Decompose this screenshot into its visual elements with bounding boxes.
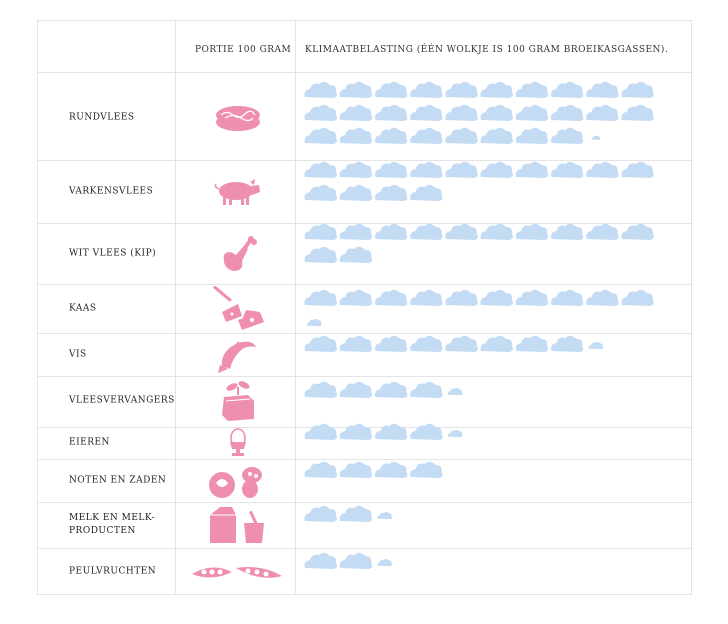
climate-impact-table <box>37 20 692 595</box>
fish-icon <box>188 337 288 373</box>
cloud-mark <box>340 247 372 263</box>
row-label-peulvruchten: PEULVRUCHTEN <box>69 566 157 577</box>
cheese-icon <box>188 286 288 332</box>
cloud-mark <box>621 82 653 98</box>
cloud-mark <box>307 319 322 326</box>
row-divider <box>38 223 691 224</box>
cloud-mark <box>410 82 442 98</box>
cloud-mark <box>445 290 477 306</box>
cloud-mark <box>481 82 513 98</box>
row-divider <box>38 427 691 428</box>
cloud-mark <box>481 162 513 178</box>
row-divider <box>38 72 691 73</box>
row-label-kaas: KAAS <box>69 303 97 314</box>
cloud-mark <box>340 462 372 478</box>
cloud-mark <box>305 462 337 478</box>
cloud-mark <box>551 128 583 144</box>
cloud-mark <box>516 82 548 98</box>
cloud-mark <box>586 290 618 306</box>
cloud-mark <box>445 224 477 240</box>
cloud-mark <box>445 162 477 178</box>
row-label-rundvlees: RUNDVLEES <box>69 112 135 123</box>
row-label-melk: MELK EN MELK-PRODUCTEN <box>69 513 156 536</box>
cloud-mark <box>516 105 548 121</box>
cloud-mark <box>621 162 653 178</box>
cloud-mark <box>410 224 442 240</box>
cloud-mark <box>340 128 372 144</box>
nuts-icon <box>188 461 288 501</box>
cloud-mark <box>551 224 583 240</box>
cloud-mark <box>340 82 372 98</box>
cloud-mark <box>340 506 372 522</box>
cloud-mark <box>445 82 477 98</box>
cloud-mark <box>448 388 463 395</box>
chicken-leg-icon <box>188 233 288 275</box>
cloud-mark <box>305 247 337 263</box>
cloud-mark <box>586 105 618 121</box>
cloud-mark <box>516 224 548 240</box>
cloud-mark <box>340 105 372 121</box>
cloud-mark <box>621 105 653 121</box>
cloud-mark <box>375 336 407 352</box>
cloud-mark <box>305 506 337 522</box>
cloud-mark <box>340 382 372 398</box>
cloud-mark <box>375 382 407 398</box>
cloud-mark <box>516 128 548 144</box>
cloud-mark <box>375 105 407 121</box>
cloud-mark <box>305 382 337 398</box>
impact-header: KLIMAATBELASTING (ÉÉN WOLKJE IS 100 GRAM BROEIKASGASSEN). <box>305 45 669 55</box>
cloud-mark <box>410 462 442 478</box>
cloud-mark <box>445 105 477 121</box>
cloud-mark <box>410 336 442 352</box>
row-divider <box>38 548 691 549</box>
cloud-mark <box>375 162 407 178</box>
cloud-mark <box>410 162 442 178</box>
cloud-mark <box>551 290 583 306</box>
cloud-mark <box>305 290 337 306</box>
steak-icon <box>188 102 288 134</box>
cloud-mark <box>340 290 372 306</box>
cloud-mark <box>445 336 477 352</box>
cloud-mark <box>375 290 407 306</box>
cloud-mark <box>340 185 372 201</box>
cloud-mark <box>410 105 442 121</box>
cloud-mark <box>305 185 337 201</box>
row-divider <box>38 459 691 460</box>
cloud-mark <box>589 342 604 349</box>
cloud-mark <box>340 553 372 569</box>
cloud-mark <box>551 162 583 178</box>
cloud-mark <box>305 105 337 121</box>
row-divider <box>38 284 691 285</box>
cloud-mark <box>375 224 407 240</box>
row-divider <box>38 502 691 503</box>
row-label-varkensvlees: VARKENSVLEES <box>69 186 154 197</box>
cloud-mark <box>410 128 442 144</box>
cloud-mark <box>448 430 463 437</box>
cloud-mark <box>375 128 407 144</box>
cloud-mark <box>305 224 337 240</box>
milk-icon <box>188 503 288 547</box>
cloud-mark <box>410 290 442 306</box>
cloud-mark <box>481 128 513 144</box>
row-label-eieren: EIEREN <box>69 437 110 448</box>
cloud-mark <box>377 512 392 519</box>
cloud-mark <box>586 162 618 178</box>
portion-header: PORTIE 100 GRAM <box>195 45 292 55</box>
cloud-mark <box>375 82 407 98</box>
cloud-mark <box>340 224 372 240</box>
cloud-mark <box>516 290 548 306</box>
row-divider <box>38 376 691 377</box>
row-label-kip: WIT VLEES (KIP) <box>69 248 157 259</box>
cloud-mark <box>305 553 337 569</box>
cloud-mark <box>586 82 618 98</box>
cloud-mark <box>305 336 337 352</box>
cloud-mark <box>377 559 392 566</box>
tofu-sprout-icon <box>188 379 288 423</box>
cloud-mark <box>305 162 337 178</box>
cloud-mark <box>305 82 337 98</box>
cloud-mark <box>481 290 513 306</box>
row-divider <box>38 333 691 334</box>
row-label-vleesvervangers: VLEESVERVANGERS <box>69 395 175 406</box>
cloud-mark <box>375 185 407 201</box>
cloud-mark <box>621 290 653 306</box>
cloud-mark <box>410 382 442 398</box>
cloud-mark <box>591 135 600 139</box>
row-label-vis: VIS <box>69 349 87 360</box>
cloud-mark <box>551 105 583 121</box>
cloud-mark <box>305 128 337 144</box>
cloud-mark <box>445 128 477 144</box>
cloud-mark <box>340 162 372 178</box>
cloud-mark <box>481 105 513 121</box>
cloud-mark <box>516 336 548 352</box>
row-label-noten: NOTEN EN ZADEN <box>69 475 167 486</box>
cloud-mark <box>410 185 442 201</box>
cloud-mark <box>375 462 407 478</box>
egg-cup-icon <box>188 428 288 458</box>
cloud-mark <box>516 162 548 178</box>
cloud-mark <box>481 224 513 240</box>
cloud-mark <box>481 336 513 352</box>
cloud-mark <box>340 336 372 352</box>
cloud-mark <box>551 82 583 98</box>
cloud-mark <box>586 224 618 240</box>
row-divider <box>38 160 691 161</box>
pea-pod-icon <box>188 560 288 584</box>
column-divider <box>295 21 296 594</box>
cloud-mark <box>621 224 653 240</box>
pig-icon <box>188 177 288 207</box>
cloud-mark <box>551 336 583 352</box>
